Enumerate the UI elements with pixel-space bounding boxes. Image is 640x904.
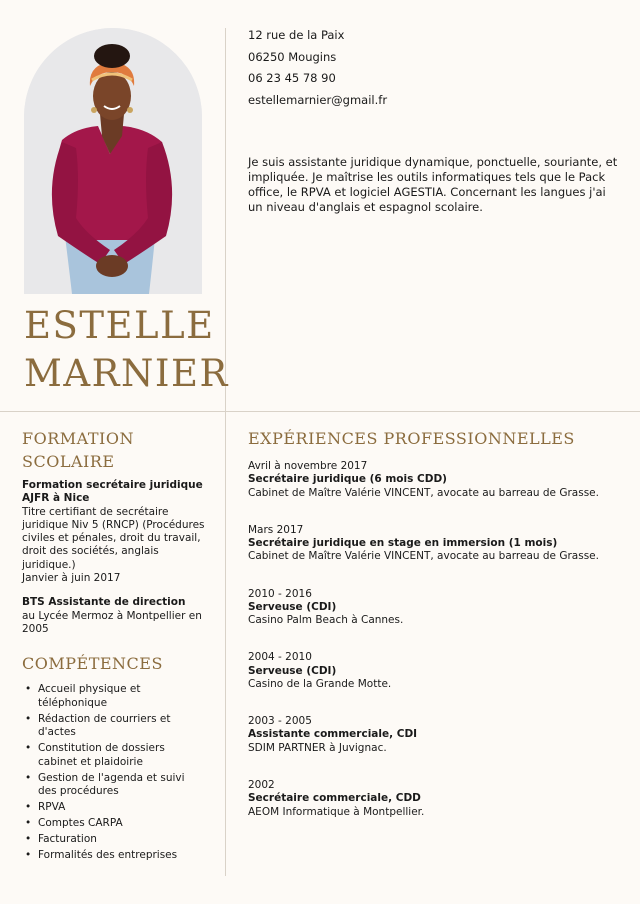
first-name: ESTELLE xyxy=(24,304,215,347)
about-paragraph: Je suis assistante juridique dynamique, ponctuelle, souriante, et impliquée. Je maîtrise les outils informatiques tels que le Pack office, le RPVA et logiciel AGESTIA. Concernant les langues j'ai un niveau d'anglais et espagnol scolaire. xyxy=(248,155,618,214)
experience-role: Secrétaire juridique en stage en immersion (1 mois) xyxy=(248,537,558,550)
experience-date: 2004 - 2010 xyxy=(248,651,312,664)
education-heading: Formation secrétaire juridique AJFR à Nice xyxy=(22,479,203,505)
experience-list xyxy=(248,460,628,843)
experience-item xyxy=(248,779,628,843)
education-heading: BTS Assistante de direction xyxy=(22,596,186,609)
education-text: Titre certifiant de secrétaire juridique Niv 5 (RNCP) (Procédures civiles et pénales, droit du travail, droit des sociétés, anglais juridique.) xyxy=(22,505,205,571)
experience-place: Cabinet de Maître Valérie VINCENT, avocate au barreau de Grasse. xyxy=(248,550,599,563)
experience-date: Avril à novembre 2017 xyxy=(248,460,368,472)
education-title: FORMATION SCOLAIRE xyxy=(22,429,134,471)
email-address: estellemarnier@gmail.fr xyxy=(248,92,388,107)
person-name xyxy=(24,302,229,398)
city-line: 06250 Mougins xyxy=(248,49,337,64)
experience-date: 2003 - 2005 xyxy=(248,715,312,728)
education-date: Janvier à juin 2017 xyxy=(22,572,121,585)
experience-place: Cabinet de Maître Valérie VINCENT, avocate au barreau de Grasse. xyxy=(248,486,599,499)
experience-date: 2010 - 2016 xyxy=(248,587,312,600)
profile-photo xyxy=(24,28,202,294)
experience-date: 2002 xyxy=(248,778,275,791)
experience-role: Serveuse (CDI) xyxy=(248,664,337,677)
experience-title: EXPÉRIENCES PROFESSIONNELLES xyxy=(248,429,575,448)
skill-item: • RPVA xyxy=(22,801,202,815)
skill-item: • Formalités des entreprises xyxy=(22,849,202,863)
skills-title: COMPÉTENCES xyxy=(22,654,163,673)
experience-item xyxy=(248,715,628,779)
experience-role: Assistante commerciale, CDI xyxy=(248,728,418,741)
horizontal-divider xyxy=(0,411,640,412)
skill-item: • Accueil physique et téléphonique xyxy=(22,683,202,710)
education-list xyxy=(22,479,212,647)
education-item xyxy=(22,596,212,636)
experience-date: Mars 2017 xyxy=(248,523,304,536)
experience-item xyxy=(248,460,628,524)
vertical-divider xyxy=(225,28,226,876)
education-item xyxy=(22,479,212,585)
experience-role: Serveuse (CDI) xyxy=(248,600,337,613)
experience-role: Secrétaire commerciale, CDD xyxy=(248,792,421,805)
last-name: MARNIER xyxy=(24,352,229,395)
skill-item: • Facturation xyxy=(22,833,202,847)
contact-info xyxy=(248,28,387,114)
experience-item xyxy=(248,651,628,715)
experience-place: SDIM PARTNER à Juvignac. xyxy=(248,741,387,754)
skill-item: • Rédaction de courriers et d'actes xyxy=(22,713,202,740)
address-line: 12 rue de la Paix xyxy=(248,28,345,42)
experience-item xyxy=(248,524,628,588)
skill-item: • Constitution de dossiers cabinet et plaidoirie xyxy=(22,742,202,769)
experience-place: Casino de la Grande Motte. xyxy=(248,677,392,690)
skill-item: • Gestion de l'agenda et suivi des procédures xyxy=(22,772,202,799)
skills-list xyxy=(22,683,202,865)
experience-role: Secrétaire juridique (6 mois CDD) xyxy=(248,473,447,486)
experience-place: AEOM Informatique à Montpellier. xyxy=(248,805,425,818)
experience-place: Casino Palm Beach à Cannes. xyxy=(248,614,404,627)
phone-number: 06 23 45 78 90 xyxy=(248,71,336,85)
education-text: au Lycée Mermoz à Montpellier en 2005 xyxy=(22,609,202,635)
experience-item xyxy=(248,588,628,652)
skill-item: • Comptes CARPA xyxy=(22,817,202,831)
